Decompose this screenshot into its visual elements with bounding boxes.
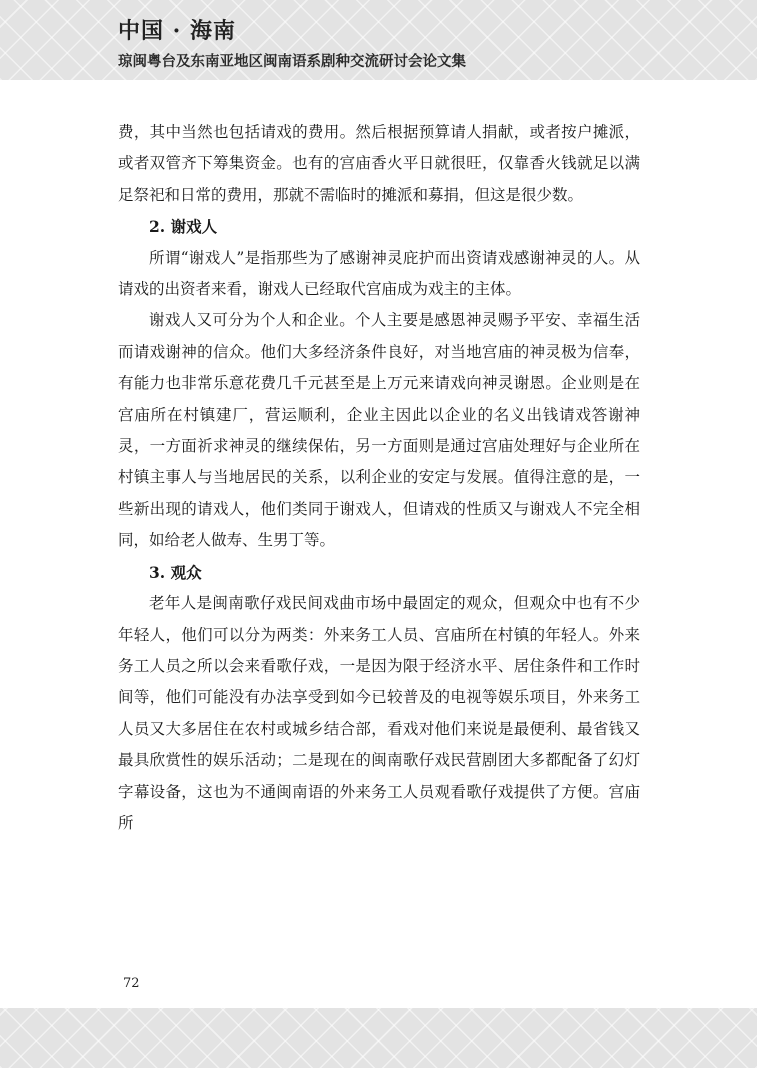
- series-title: 中国 · 海南: [118, 18, 236, 44]
- paragraph-definition: 所谓“谢戏人”是指那些为了感谢神灵庇护而出资请戏感谢神灵的人。从请戏的出资者来看，谢戏人已经取代宫庙成为戏主的主体。: [118, 248, 640, 299]
- book-title: 琼闽粤台及东南亚地区闽南语系剧种交流研讨会论文集: [118, 53, 466, 70]
- header-band: [0, 0, 757, 80]
- section-heading-xie-xi-ren: 2. 谢戏人: [149, 217, 218, 237]
- section-heading-audience: 3. 观众: [149, 562, 202, 582]
- paragraph-continued: 费，其中当然也包括请戏的费用。然后根据预算请人捐献，或者按户摊派，或者双管齐下筹集资金。也有的宫庙香火平日就很旺，仅靠香火钱就足以满足祭祀和日常的费用，那就不需临时的摊派和募捐，但这是很少数。: [118, 123, 640, 204]
- page-number: 72: [123, 976, 140, 991]
- paragraph-audience: 老年人是闽南歌仔戏民间戏曲市场中最固定的观众，但观众中也有不少年轻人，他们可以分为两类：外来务工人员、宫庙所在村镇的年轻人。外来务工人员之所以会来看歌仔戏，一是因为限于经济水平、居住条件和工作时间等，他们可能没有办法享受到如今已较普及的电视等娱乐项目，外来务工人员又大多居住在农村或城乡结合部，看戏对他们来说是最便利、最省钱又最具欣赏性的娱乐活动；二是现在的闽南歌仔戏民营剧团大多都配备了幻灯字幕设备，这也为不通闽南语的外来务工人员观看歌仔戏提供了方便。宫庙所: [118, 594, 640, 832]
- footer-band: [0, 1008, 757, 1068]
- body-text: [118, 117, 640, 839]
- paragraph-individuals-enterprises: 谢戏人又可分为个人和企业。个人主要是感恩神灵赐予平安、幸福生活而请戏谢神的信众。他们大多经济条件良好，对当地宫庙的神灵极为信奉，有能力也非常乐意花费几千元甚至是上万元来请戏向神灵谢恩。企业则是在宫庙所在村镇建厂，营运顺利，企业主因此以企业的名义出钱请戏答谢神灵，一方面祈求神灵的继续保佑，另一方面则是通过宫庙处理好与企业所在村镇主事人与当地居民的关系，以利企业的安定与发展。值得注意的是，一些新出现的请戏人，他们类同于谢戏人，但请戏的性质又与谢戏人不完全相同，如给老人做寿、生男丁等。: [118, 311, 640, 550]
